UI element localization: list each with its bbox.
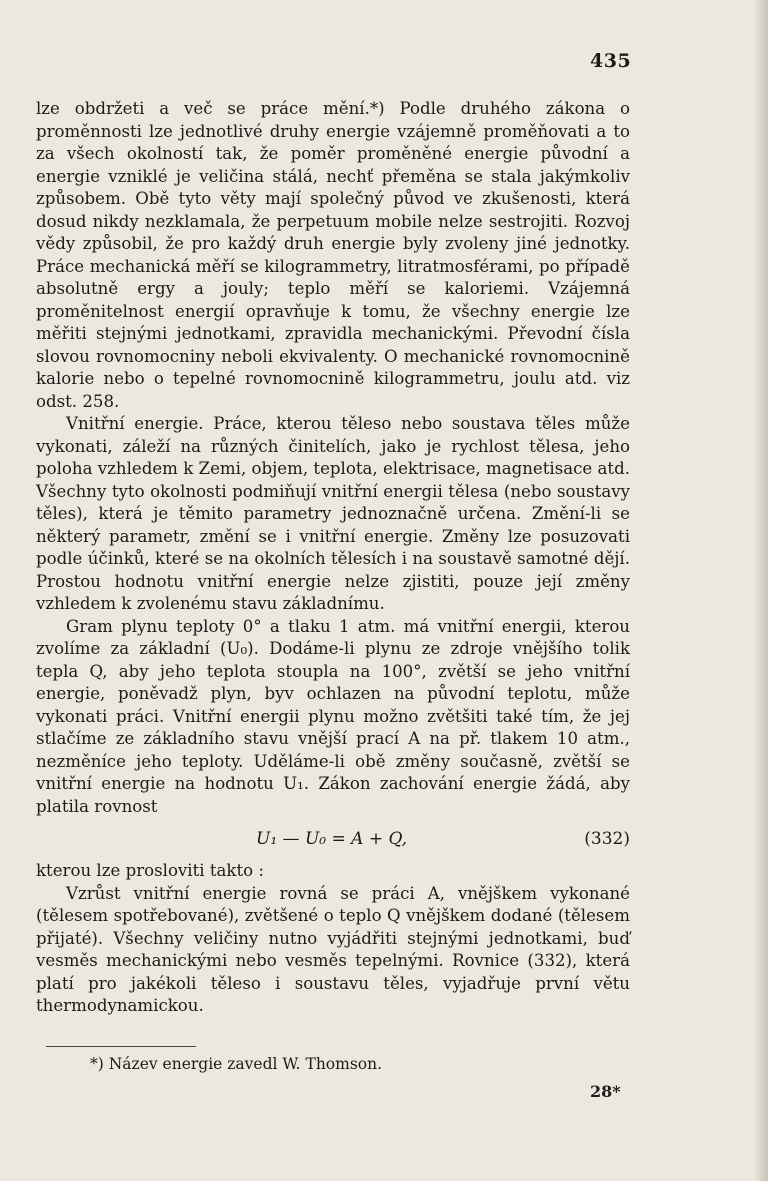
body-text xyxy=(36,98,630,1018)
paragraph-lead-in: kterou lze prosloviti takto : xyxy=(36,861,265,880)
page-number: 435 xyxy=(590,50,632,72)
equation: U₁ — U₀ = A + Q, xyxy=(256,829,407,849)
signature-mark: 28* xyxy=(590,1082,621,1101)
paragraph-internal-energy: Vnitřní energie. Práce, kterou těleso nebo soustava těles může vykonati, záleží na různých činitelích, jako je rychlost tělesa, jeho poloha vzhledem k Zemi, objem, teplota, elektrisace, magnetisace atd. Všechny tyto okolnosti podmiňují vnitřní energii tělesa (nebo soustavy těles), která je těmito parametry jednoznačně určena. Změní-li se některý parametr, změní se i vnitřní energie. Změny lze posuzovati podle účinků, které se na okolních tělesích i na soustavě samotné dějí. Prostou hodnotu vnitřní energie nelze zjistiti, pouze její změny vzhledem k zvolenému stavu základnímu. xyxy=(36,414,630,613)
paragraph-energy-conversion: lze obdržeti a več se práce mění.*) Podle druhého zákona o proměnnosti lze jednotlivé druhy energie vzájemně proměňovati a to za všech okolností tak, že poměr proměněné energie původní a energie vzniklé je veličina stálá, nechť přeměna se stala jakýmkoliv způsobem. Obě tyto věty mají společný původ ve zkušenosti, která dosud nikdy nezklamala, že perpetuum mobile nelze sestrojiti. Rozvoj vědy způsobil, že pro každý druh energie byly zvoleny jiné jednotky. Práce mechanická měří se kilogrammetry, litratmosférami, po případě absolutně ergy a jouly; teplo měří se kaloriemi. Vzájemná proměnitelnost energií opravňuje k tomu, že všechny energie lze měřiti stejnými jednotkami, zpravidla mechanickými. Převodní čísla slovou rovnomocniny neboli ekvivalenty. O mechanické rovnomocnině kalorie nebo o tepelné rovnomocnině kilogrammetru, joulu atd. viz odst. 258. xyxy=(36,99,630,411)
equation-number: (332) xyxy=(584,829,630,849)
footnote-divider xyxy=(46,1046,196,1047)
paragraph-first-law: Vzrůst vnitřní energie rovná se práci A, vnějškem vykonané (tělesem spotřebované), zvětšené o teplo Q vnějškem dodané (tělesem přijaté). Všechny veličiny nutno vyjádřiti stejnými jednotkami, buď vesměs mechanickými nebo vesměs tepelnými. Rovnice (332), která platí pro jakékoli těleso i soustavu těles, vyjadřuje první větu thermodynamickou. xyxy=(36,883,630,1015)
page-edge-shadow xyxy=(754,0,768,1181)
footnote: *) Název energie zavedl W. Thomson. xyxy=(90,1055,383,1073)
equation-row xyxy=(36,820,630,858)
paragraph-gas-example: Gram plynu teploty 0° a tlaku 1 atm. má vnitřní energii, kterou zvolíme za základní (U₀). Dodáme-li plynu ze zdroje vnějšího tolik tepla Q, aby jeho teplota stoupla na 100°, zvětší se jeho vnitřní energie, poněvadž plyn, byv ochlazen na původní teplotu, může vykonati práci. Vnitřní energii plynu možno zvětšiti také tím, že jej stlačíme ze základního stavu vnější prací A na př. tlakem 10 atm., nezměníce jeho teploty. Uděláme-li obě změny současně, zvětší se vnitřní energie na hodnotu U₁. Zákon zachování energie žádá, aby platila rovnost xyxy=(36,616,630,816)
